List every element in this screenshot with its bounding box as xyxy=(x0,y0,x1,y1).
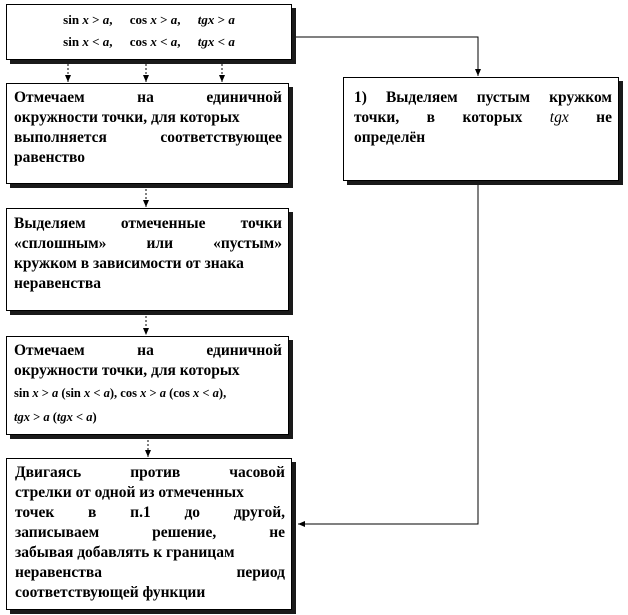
word: пустым xyxy=(476,89,531,106)
word: выполняется xyxy=(14,129,107,146)
ineq-cos-lt: cos x < a, xyxy=(129,34,181,49)
word: отмеченные xyxy=(120,215,206,232)
word: неравенства xyxy=(15,564,102,581)
box4-line xyxy=(15,503,285,523)
word: неравенства xyxy=(14,275,101,292)
word: «пустым» xyxy=(213,235,282,252)
word: не xyxy=(596,109,612,126)
word: или xyxy=(146,235,174,252)
step-box-3 xyxy=(6,336,289,435)
box2-line xyxy=(14,274,282,294)
word: на xyxy=(137,89,154,106)
word: 1) xyxy=(354,89,367,106)
right-box-line xyxy=(354,108,612,128)
word: стрелки от одной из отмеченных xyxy=(15,484,244,501)
word: окружности точки, для которых xyxy=(14,109,240,126)
box4-line xyxy=(15,563,285,583)
word: п.1 xyxy=(130,504,151,521)
word: до xyxy=(184,504,201,521)
word: Отмечаем xyxy=(14,89,85,106)
box1-line xyxy=(14,128,282,148)
word: tgx xyxy=(549,109,569,126)
word: кружком xyxy=(549,89,612,106)
word: часовой xyxy=(229,464,285,481)
word: точек xyxy=(15,504,55,521)
word: против xyxy=(130,464,181,481)
ineq-tg-gt: tgx > a xyxy=(197,12,235,27)
box4-line xyxy=(15,543,285,563)
word: равенство xyxy=(14,149,86,166)
word: другой, xyxy=(233,504,285,521)
word: забывая добавлять к границам xyxy=(15,544,235,561)
word: соответствующей функции xyxy=(15,584,206,601)
ineq-sin-lt: sin x < a, xyxy=(63,34,113,49)
box1-line xyxy=(14,88,282,108)
word: Двигаясь xyxy=(15,464,82,481)
word: Выделяем xyxy=(14,215,86,232)
box1-line xyxy=(14,148,282,168)
word: в xyxy=(88,504,97,521)
right-box-line xyxy=(354,128,612,148)
formula-line-2: tgx > a (tgx < a) xyxy=(14,410,97,424)
step-box-1 xyxy=(6,83,289,184)
word: кружком в зависимости от знака xyxy=(14,255,244,272)
word: решение, xyxy=(152,524,217,541)
box1-line xyxy=(14,108,282,128)
word: записываем xyxy=(15,524,100,541)
box4-line xyxy=(15,483,285,503)
ineq-tg-lt: tgx < a xyxy=(197,34,235,49)
word: единичной xyxy=(206,342,282,359)
arrow-top-right xyxy=(292,37,478,76)
word: на xyxy=(137,342,154,359)
word: точки, xyxy=(354,109,400,126)
word: окружности точки, для которых xyxy=(14,362,240,379)
ineq-cos-gt: cos x > a, xyxy=(129,12,181,27)
box2-line xyxy=(14,234,282,254)
box4-line xyxy=(15,523,285,543)
word: Отмечаем xyxy=(14,342,85,359)
word: соответствующее xyxy=(160,129,282,146)
box2-line xyxy=(14,254,282,274)
inequalities-line-2 xyxy=(7,31,291,53)
word: «сплошным» xyxy=(14,235,107,252)
ineq-sin-gt: sin x > a, xyxy=(63,12,113,27)
formula-line-1: sin x > a (sin x < a), cos x > a (cos x < a), xyxy=(14,386,227,400)
word: не xyxy=(269,524,285,541)
right-box xyxy=(343,77,619,181)
step-box-2 xyxy=(6,208,289,311)
box4-line xyxy=(15,583,285,603)
box2-line xyxy=(14,214,282,234)
top-box xyxy=(6,4,292,60)
word: определён xyxy=(354,129,426,146)
word: в xyxy=(426,109,436,126)
word: период xyxy=(236,564,285,581)
arrow-right-4 xyxy=(298,180,478,524)
word: которых xyxy=(462,109,523,126)
word: Выделяем xyxy=(385,89,458,106)
step-box-4 xyxy=(6,458,292,610)
box3-line xyxy=(14,341,282,361)
box4-line xyxy=(15,463,285,483)
inequalities-line-1 xyxy=(7,9,291,31)
right-box-line xyxy=(354,88,612,108)
box3-line xyxy=(14,361,282,381)
word: единичной xyxy=(206,89,282,106)
word: точки xyxy=(240,215,282,232)
